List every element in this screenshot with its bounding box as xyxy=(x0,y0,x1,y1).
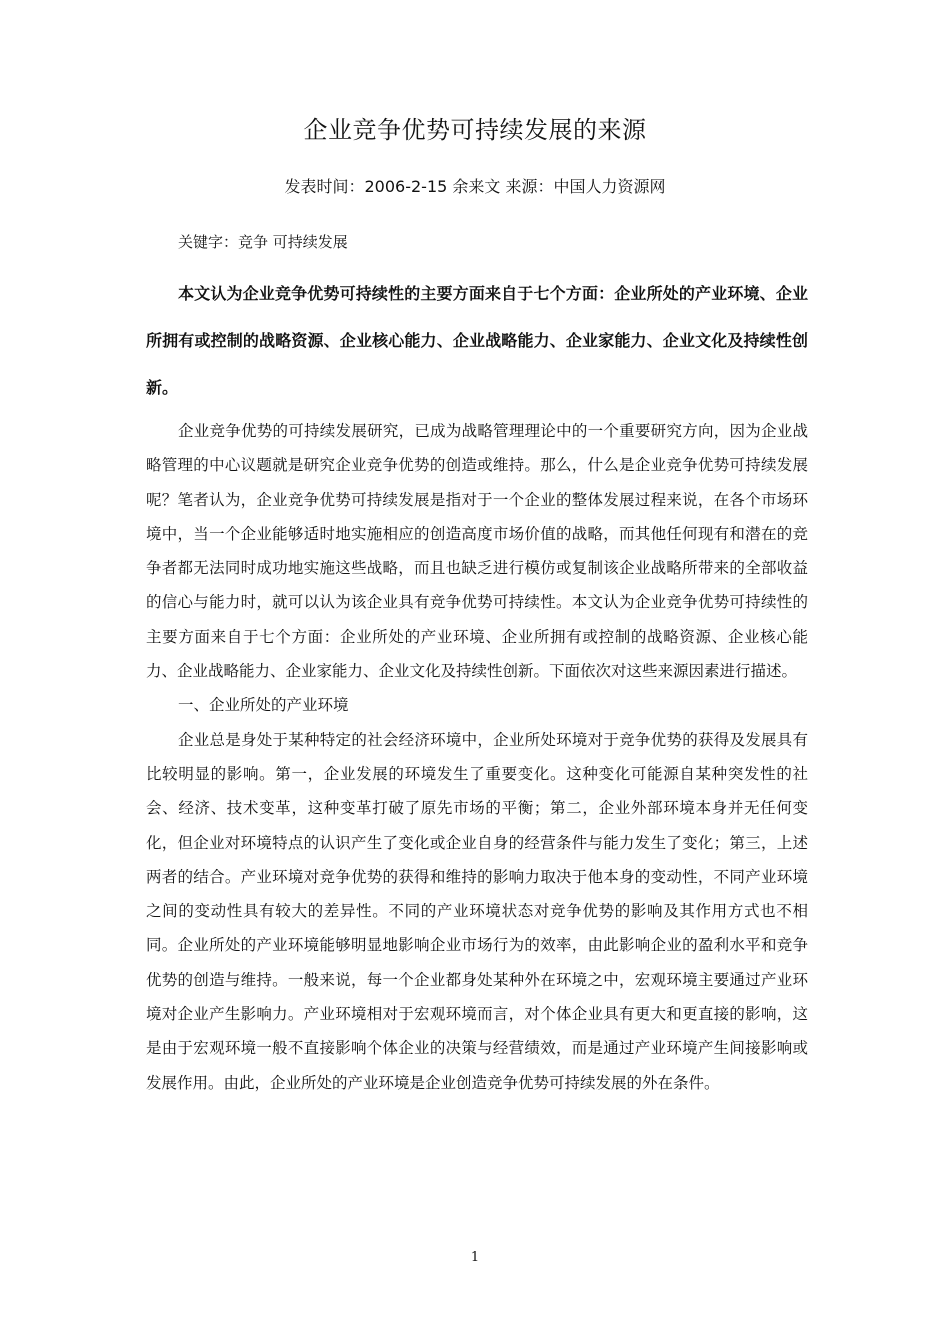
abstract-paragraph: 本文认为企业竞争优势可持续性的主要方面来自于七个方面：企业所处的产业环境、企业所拥有或控制的战略资源、企业核心能力、企业战略能力、企业家能力、企业文化及持续性创新。 xyxy=(146,284,808,397)
document-title: 企业竞争优势可持续发展的来源 xyxy=(303,116,647,144)
body-text xyxy=(146,414,808,1100)
body-paragraph: 企业竞争优势的可持续发展研究，已成为战略管理理论中的一个重要研究方向，因为企业战略管理的中心议题就是研究企业竞争优势的创造或维持。那么，什么是企业竞争优势可持续发展呢？笔者认为，企业竞争优势可持续发展是指对于一个企业的整体发展过程来说，在各个市场环境中，当一个企业能够适时地实施相应的创造高度市场价值的战略，而其他任何现有和潜在的竞争者都无法同时成功地实施这些战略，而且也缺乏进行模仿或复制该企业战略所带来的全部收益的信心与能力时，就可以认为该企业具有竞争优势可持续性。本文认为企业竞争优势可持续性的主要方面来自于七个方面：企业所处的产业环境、企业所拥有或控制的战略资源、企业核心能力、企业战略能力、企业家能力、企业文化及持续性创新。下面依次对这些来源因素进行描述。 xyxy=(146,422,808,681)
page-number: 1 xyxy=(470,1250,480,1265)
publication-info: 发表时间：2006-2-15 余来文 来源：中国人力资源网 xyxy=(284,177,666,196)
section-heading: 一、企业所处的产业环境 xyxy=(178,696,349,715)
keywords-line: 关键字：竞争 可持续发展 xyxy=(178,233,348,251)
body-paragraph: 企业总是身处于某种特定的社会经济环境中，企业所处环境对于竞争优势的获得及发展具有比较明显的影响。第一，企业发展的环境发生了重要变化。这种变化可能源自某种突发性的社会、经济、技术变革，这种变革打破了原先市场的平衡；第二，企业外部环境本身并无任何变化，但企业对环境特点的认识产生了变化或企业自身的经营条件与能力发生了变化；第三，上述两者的结合。产业环境对竞争优势的获得和维持的影响力取决于他本身的变动性，不同产业环境之间的变动性具有较大的差异性。不同的产业环境状态对竞争优势的影响及其作用方式也不相同。企业所处的产业环境能够明显地影响企业市场行为的效率，由此影响企业的盈利水平和竞争优势的创造与维持。一般来说，每一个企业都身处某种外在环境之中，宏观环境主要通过产业环境对企业产生影响力。产业环境相对于宏观环境而言，对个体企业具有更大和更直接的影响，这是由于宏观环境一般不直接影响个体企业的决策与经营绩效，而是通过产业环境产生间接影响或发展作用。由此，企业所处的产业环境是企业创造竞争优势可持续发展的外在条件。 xyxy=(146,730,808,1092)
